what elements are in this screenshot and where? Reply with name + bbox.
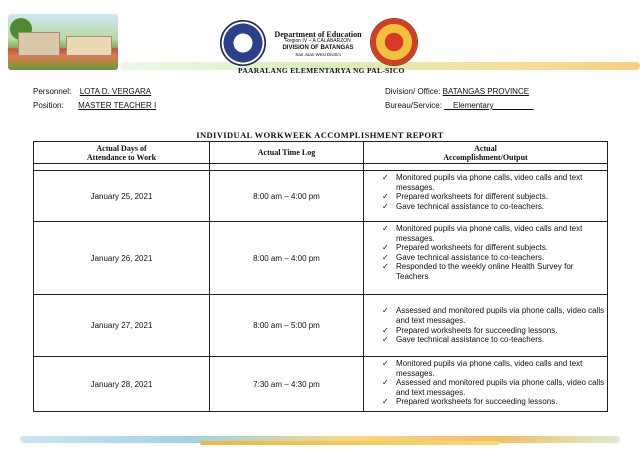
school-name: PAARALANG ELEMENTARYA NG PAL-SICO [238, 66, 405, 75]
list-item [382, 243, 607, 253]
check-icon: ✓ [382, 306, 389, 316]
division-name: DIVISION OF BATANGAS [282, 44, 354, 51]
list-item [382, 306, 607, 325]
table-row [34, 171, 608, 222]
item-text: Monitored pupils via phone calls, video calls and text messages. [396, 224, 583, 243]
accomplishment-list [382, 306, 607, 344]
check-icon: ✓ [382, 252, 389, 262]
report-title: INDIVIDUAL WORKWEEK ACCOMPLISHMENT REPORT [196, 130, 444, 140]
position-label: Position: [33, 101, 64, 110]
district-name: San Juan West District [295, 51, 341, 57]
item-text: Responded to the weekly online Health Survey for Teachers [396, 262, 574, 281]
check-icon: ✓ [382, 224, 389, 233]
position-row [33, 101, 156, 110]
list-item [382, 397, 607, 407]
list-item [382, 378, 607, 397]
accomplishment-cell [364, 295, 608, 357]
table-header-row [34, 142, 608, 164]
accomplishment-cell [364, 357, 608, 412]
personnel-value: LOTA D. VERGARA [79, 87, 152, 96]
item-text: Prepared worksheets for different subjects. [396, 192, 548, 202]
header-accomplishment [364, 142, 608, 164]
table-row [34, 295, 608, 357]
list-item [382, 202, 607, 212]
date-cell: January 28, 2021 [34, 357, 210, 412]
time-cell: 8:00 am – 5:00 pm [210, 295, 364, 357]
item-text: Assessed and monitored pupils via phone calls, video calls and text messages. [396, 378, 605, 397]
item-text: Prepared worksheets for succeeding lessons. [396, 397, 558, 407]
time-cell: 8:00 am – 4:00 pm [210, 171, 364, 222]
header-days-line2: Attendance to Work [86, 152, 157, 162]
division-office-row [385, 87, 529, 96]
header-time: Actual Time Log [210, 142, 364, 164]
department-name: Department of Education [274, 30, 362, 39]
check-icon: ✓ [382, 201, 389, 211]
item-text: Gave technical assistance to co-teachers. [396, 201, 545, 211]
check-icon: ✓ [382, 359, 389, 368]
bureau-value: __Elementary_________ [444, 101, 534, 110]
list-item [382, 262, 607, 281]
check-icon: ✓ [382, 173, 389, 182]
date-cell: January 26, 2021 [34, 222, 210, 295]
deped-seal-logo [220, 20, 266, 66]
position-value: MASTER TEACHER I [78, 101, 157, 110]
table-row [34, 222, 608, 295]
date-cell: January 25, 2021 [34, 171, 210, 222]
list-item [382, 326, 607, 336]
school-photo [8, 14, 118, 70]
check-icon: ✓ [382, 192, 389, 202]
region-name: Region IV – A CALABARZON [285, 38, 351, 45]
check-icon: ✓ [382, 325, 389, 335]
bureau-label: Bureau/Service: [385, 101, 442, 110]
accomplishment-list [382, 359, 607, 407]
division-office-value: BATANGAS PROVINCE [442, 87, 530, 96]
item-text: Monitored pupils via phone calls, video calls and text messages. [396, 359, 583, 378]
footer-decorative-stripe [200, 441, 500, 445]
list-item [382, 192, 607, 202]
time-cell: 8:00 am – 4:00 pm [210, 222, 364, 295]
batangas-seal-logo [370, 18, 418, 66]
item-text: Monitored pupils via phone calls, video calls and text messages. [396, 173, 583, 192]
accomplishment-cell [364, 222, 608, 295]
list-item [382, 173, 607, 192]
item-text: Assessed and monitored pupils via phone calls, video calls and text messages. [396, 306, 605, 325]
table-row [34, 357, 608, 412]
personnel-label: Personnel: [33, 87, 72, 96]
header-text-block [266, 30, 370, 57]
list-item [382, 359, 607, 378]
check-icon: ✓ [382, 262, 389, 272]
bureau-row [385, 101, 534, 110]
list-item [382, 253, 607, 263]
accomplishment-table [33, 141, 608, 412]
accomplishment-list [382, 224, 607, 282]
item-text: Prepared worksheets for different subjects. [396, 243, 548, 253]
item-text: Gave technical assistance to co-teachers. [396, 335, 545, 345]
accomplishment-list [382, 173, 607, 211]
table-spacer-row [34, 164, 608, 171]
time-cell: 7:30 am – 4:30 pm [210, 357, 364, 412]
building-graphic [18, 32, 60, 56]
check-icon: ✓ [382, 378, 389, 388]
check-icon: ✓ [382, 243, 389, 253]
item-text: Prepared worksheets for succeeding lessons. [396, 325, 558, 335]
header-days [34, 142, 210, 164]
division-office-label: Division/ Office: [385, 87, 441, 96]
check-icon: ✓ [382, 397, 389, 407]
personnel-row [33, 87, 151, 96]
header-days-line1: Actual Days of [96, 143, 147, 153]
header-acc-line2: Accomplishment/Output [443, 152, 528, 162]
list-item [382, 224, 607, 243]
date-cell: January 27, 2021 [34, 295, 210, 357]
building-graphic [66, 36, 112, 56]
accomplishment-cell [364, 171, 608, 222]
item-text: Gave technical assistance to co-teachers. [396, 252, 545, 262]
check-icon: ✓ [382, 335, 389, 345]
list-item [382, 335, 607, 345]
header-acc-line1: Actual [474, 143, 497, 153]
